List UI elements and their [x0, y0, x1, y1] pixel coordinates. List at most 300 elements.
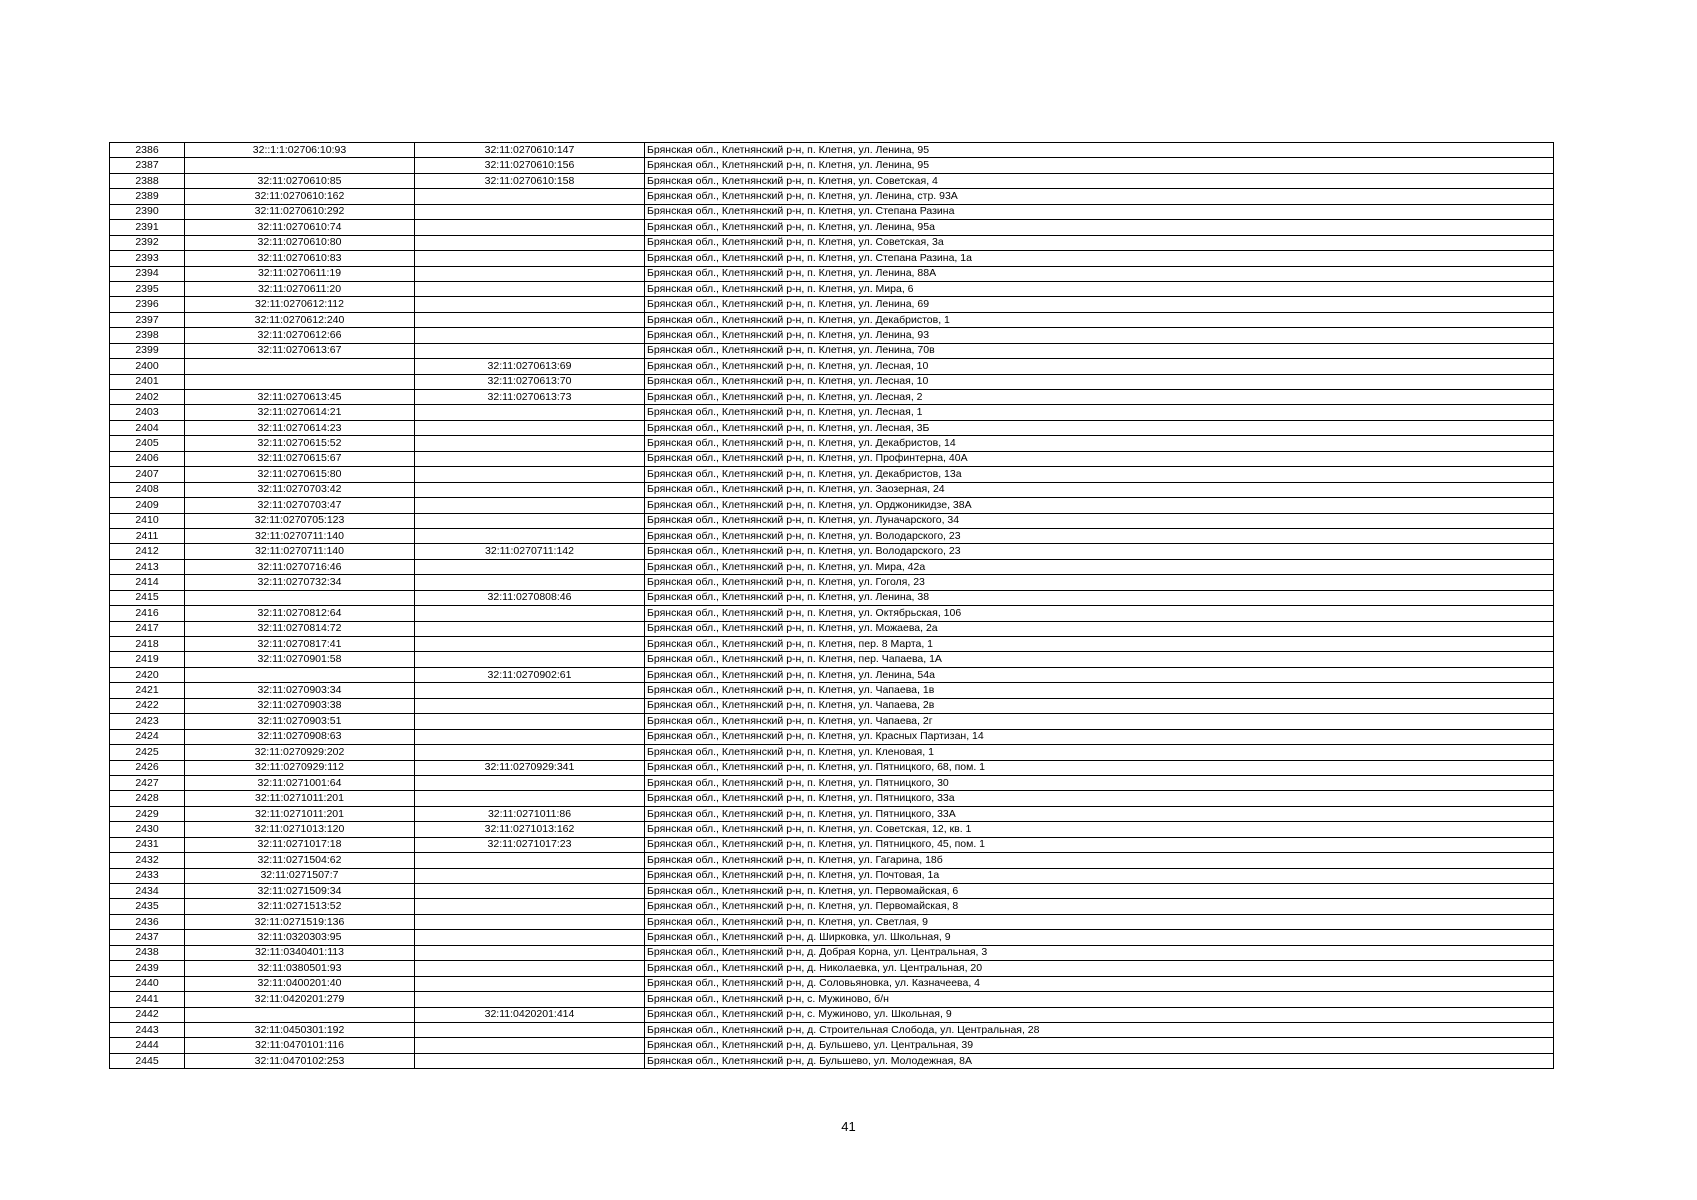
land-cadastral-number-cell: 32:11:0320303:95 — [185, 930, 415, 945]
row-number-cell: 2408 — [110, 482, 185, 497]
address-cell: Брянская обл., Клетнянский р-н, п. Клетня, ул. Декабристов, 13а — [645, 467, 1554, 482]
address-cell: Брянская обл., Клетнянский р-н, п. Клетня, ул. Первомайская, 8 — [645, 899, 1554, 914]
land-cadastral-number-cell: 32::1:1:02706:10:93 — [185, 143, 415, 158]
table-row — [110, 791, 1554, 806]
land-cadastral-number-cell: 32:11:0271519:136 — [185, 914, 415, 929]
row-number-cell: 2396 — [110, 297, 185, 312]
table-row — [110, 420, 1554, 435]
row-number-cell: 2425 — [110, 745, 185, 760]
building-cadastral-number-cell — [415, 559, 645, 574]
table-row — [110, 1038, 1554, 1053]
row-number-cell: 2423 — [110, 714, 185, 729]
land-cadastral-number-cell: 32:11:0271513:52 — [185, 899, 415, 914]
building-cadastral-number-cell — [415, 575, 645, 590]
row-number-cell: 2407 — [110, 467, 185, 482]
row-number-cell: 2438 — [110, 945, 185, 960]
building-cadastral-number-cell — [415, 745, 645, 760]
table-row — [110, 251, 1554, 266]
row-number-cell: 2386 — [110, 143, 185, 158]
address-cell: Брянская обл., Клетнянский р-н, д. Ширковка, ул. Школьная, 9 — [645, 930, 1554, 945]
land-cadastral-number-cell: 32:11:0270613:67 — [185, 343, 415, 358]
table-row — [110, 173, 1554, 188]
land-cadastral-number-cell: 32:11:0400201:40 — [185, 976, 415, 991]
land-cadastral-number-cell: 32:11:0270610:292 — [185, 204, 415, 219]
address-cell: Брянская обл., Клетнянский р-н, п. Клетня, ул. Лесная, 10 — [645, 359, 1554, 374]
address-cell: Брянская обл., Клетнянский р-н, п. Клетня, ул. Чапаева, 1в — [645, 683, 1554, 698]
land-cadastral-number-cell: 32:11:0270610:74 — [185, 220, 415, 235]
table-row — [110, 405, 1554, 420]
address-cell: Брянская обл., Клетнянский р-н, п. Клетня, ул. Степана Разина, 1а — [645, 251, 1554, 266]
land-cadastral-number-cell: 32:11:0271001:64 — [185, 775, 415, 790]
table-row — [110, 806, 1554, 821]
table-row — [110, 822, 1554, 837]
table-row — [110, 621, 1554, 636]
row-number-cell: 2431 — [110, 837, 185, 852]
address-cell: Брянская обл., Клетнянский р-н, п. Клетня, ул. Можаева, 2а — [645, 621, 1554, 636]
address-cell: Брянская обл., Клетнянский р-н, д. Бульшево, ул. Молодежная, 8А — [645, 1053, 1554, 1068]
table-row — [110, 328, 1554, 343]
address-cell: Брянская обл., Клетнянский р-н, п. Клетня, пер. Чапаева, 1А — [645, 652, 1554, 667]
land-cadastral-number-cell — [185, 359, 415, 374]
row-number-cell: 2442 — [110, 1007, 185, 1022]
address-cell: Брянская обл., Клетнянский р-н, п. Клетня, ул. Ленина, 95а — [645, 220, 1554, 235]
land-cadastral-number-cell: 32:11:0270705:123 — [185, 513, 415, 528]
address-cell: Брянская обл., Клетнянский р-н, д. Николаевка, ул. Центральная, 20 — [645, 961, 1554, 976]
table-row — [110, 1022, 1554, 1037]
table-row — [110, 343, 1554, 358]
address-cell: Брянская обл., Клетнянский р-н, д. Строительная Слобода, ул. Центральная, 28 — [645, 1022, 1554, 1037]
building-cadastral-number-cell: 32:11:0270613:69 — [415, 359, 645, 374]
building-cadastral-number-cell — [415, 652, 645, 667]
row-number-cell: 2443 — [110, 1022, 185, 1037]
table-row — [110, 837, 1554, 852]
address-cell: Брянская обл., Клетнянский р-н, п. Клетня, ул. Мира, 42а — [645, 559, 1554, 574]
land-cadastral-number-cell: 32:11:0270812:64 — [185, 606, 415, 621]
row-number-cell: 2429 — [110, 806, 185, 821]
row-number-cell: 2420 — [110, 667, 185, 682]
table-row — [110, 976, 1554, 991]
building-cadastral-number-cell — [415, 1038, 645, 1053]
table-row — [110, 637, 1554, 652]
building-cadastral-number-cell — [415, 343, 645, 358]
table-row — [110, 606, 1554, 621]
address-cell: Брянская обл., Клетнянский р-н, п. Клетня, ул. Светлая, 9 — [645, 914, 1554, 929]
row-number-cell: 2413 — [110, 559, 185, 574]
row-number-cell: 2398 — [110, 328, 185, 343]
table-row — [110, 204, 1554, 219]
land-cadastral-number-cell — [185, 374, 415, 389]
building-cadastral-number-cell — [415, 528, 645, 543]
building-cadastral-number-cell — [415, 451, 645, 466]
row-number-cell: 2412 — [110, 544, 185, 559]
row-number-cell: 2421 — [110, 683, 185, 698]
land-cadastral-number-cell: 32:11:0270903:38 — [185, 698, 415, 713]
row-number-cell: 2391 — [110, 220, 185, 235]
row-number-cell: 2424 — [110, 729, 185, 744]
table-row — [110, 714, 1554, 729]
table-row — [110, 359, 1554, 374]
building-cadastral-number-cell — [415, 297, 645, 312]
land-cadastral-number-cell: 32:11:0340401:113 — [185, 945, 415, 960]
row-number-cell: 2397 — [110, 312, 185, 327]
land-cadastral-number-cell: 32:11:0270613:45 — [185, 390, 415, 405]
address-cell: Брянская обл., Клетнянский р-н, п. Клетня, ул. Почтовая, 1а — [645, 868, 1554, 883]
land-cadastral-number-cell: 32:11:0270817:41 — [185, 637, 415, 652]
table-row — [110, 513, 1554, 528]
address-cell: Брянская обл., Клетнянский р-н, п. Клетня, ул. Ленина, стр. 93А — [645, 189, 1554, 204]
building-cadastral-number-cell — [415, 729, 645, 744]
table-row — [110, 281, 1554, 296]
address-cell: Брянская обл., Клетнянский р-н, п. Клетня, ул. Степана Разина — [645, 204, 1554, 219]
table-row — [110, 930, 1554, 945]
row-number-cell: 2437 — [110, 930, 185, 945]
address-cell: Брянская обл., Клетнянский р-н, п. Клетня, ул. Ленина, 38 — [645, 590, 1554, 605]
building-cadastral-number-cell: 32:11:0270711:142 — [415, 544, 645, 559]
address-cell: Брянская обл., Клетнянский р-н, п. Клетня, ул. Первомайская, 6 — [645, 884, 1554, 899]
table-row — [110, 544, 1554, 559]
building-cadastral-number-cell — [415, 204, 645, 219]
land-cadastral-number-cell: 32:11:0380501:93 — [185, 961, 415, 976]
building-cadastral-number-cell — [415, 868, 645, 883]
table-row — [110, 220, 1554, 235]
address-cell: Брянская обл., Клетнянский р-н, п. Клетня, ул. Ленина, 95 — [645, 158, 1554, 173]
row-number-cell: 2403 — [110, 405, 185, 420]
building-cadastral-number-cell — [415, 189, 645, 204]
row-number-cell: 2415 — [110, 590, 185, 605]
address-cell: Брянская обл., Клетнянский р-н, п. Клетня, ул. Пятницкого, 33а — [645, 791, 1554, 806]
row-number-cell: 2400 — [110, 359, 185, 374]
address-cell: Брянская обл., Клетнянский р-н, п. Клетня, ул. Советская, 3а — [645, 235, 1554, 250]
land-cadastral-number-cell: 32:11:0270612:240 — [185, 312, 415, 327]
building-cadastral-number-cell — [415, 698, 645, 713]
table-row — [110, 992, 1554, 1007]
building-cadastral-number-cell — [415, 1053, 645, 1068]
land-cadastral-number-cell: 32:11:0270903:34 — [185, 683, 415, 698]
building-cadastral-number-cell — [415, 621, 645, 636]
building-cadastral-number-cell — [415, 1022, 645, 1037]
row-number-cell: 2436 — [110, 914, 185, 929]
row-number-cell: 2410 — [110, 513, 185, 528]
page-number: 41 — [841, 1119, 856, 1134]
row-number-cell: 2440 — [110, 976, 185, 991]
building-cadastral-number-cell: 32:11:0270613:70 — [415, 374, 645, 389]
address-cell: Брянская обл., Клетнянский р-н, п. Клетня, пер. 8 Марта, 1 — [645, 637, 1554, 652]
address-cell: Брянская обл., Клетнянский р-н, п. Клетня, ул. Ленина, 54а — [645, 667, 1554, 682]
building-cadastral-number-cell — [415, 775, 645, 790]
land-cadastral-number-cell: 32:11:0270615:80 — [185, 467, 415, 482]
row-number-cell: 2411 — [110, 528, 185, 543]
building-cadastral-number-cell — [415, 884, 645, 899]
building-cadastral-number-cell: 32:11:0271013:162 — [415, 822, 645, 837]
table-row — [110, 374, 1554, 389]
table-row — [110, 467, 1554, 482]
building-cadastral-number-cell — [415, 683, 645, 698]
building-cadastral-number-cell — [415, 498, 645, 513]
row-number-cell: 2445 — [110, 1053, 185, 1068]
land-cadastral-number-cell: 32:11:0271013:120 — [185, 822, 415, 837]
table-row — [110, 158, 1554, 173]
table-row — [110, 884, 1554, 899]
address-cell: Брянская обл., Клетнянский р-н, п. Клетня, ул. Лесная, 2 — [645, 390, 1554, 405]
address-cell: Брянская обл., Клетнянский р-н, п. Клетня, ул. Профинтерна, 40А — [645, 451, 1554, 466]
building-cadastral-number-cell — [415, 251, 645, 266]
address-cell: Брянская обл., Клетнянский р-н, п. Клетня, ул. Пятницкого, 45, пом. 1 — [645, 837, 1554, 852]
row-number-cell: 2414 — [110, 575, 185, 590]
table-row — [110, 914, 1554, 929]
table-row — [110, 575, 1554, 590]
building-cadastral-number-cell — [415, 328, 645, 343]
land-cadastral-number-cell: 32:11:0270703:47 — [185, 498, 415, 513]
table-row — [110, 652, 1554, 667]
land-cadastral-number-cell: 32:11:0271017:18 — [185, 837, 415, 852]
land-cadastral-number-cell: 32:11:0271509:34 — [185, 884, 415, 899]
address-cell: Брянская обл., Клетнянский р-н, д. Добрая Корна, ул. Центральная, 3 — [645, 945, 1554, 960]
building-cadastral-number-cell — [415, 436, 645, 451]
table-row — [110, 1053, 1554, 1068]
land-cadastral-number-cell: 32:11:0450301:192 — [185, 1022, 415, 1037]
row-number-cell: 2439 — [110, 961, 185, 976]
building-cadastral-number-cell — [415, 420, 645, 435]
address-cell: Брянская обл., Клетнянский р-н, п. Клетня, ул. Октябрьская, 106 — [645, 606, 1554, 621]
row-number-cell: 2428 — [110, 791, 185, 806]
land-cadastral-number-cell: 32:11:0271504:62 — [185, 853, 415, 868]
land-cadastral-number-cell: 32:11:0270901:58 — [185, 652, 415, 667]
address-cell: Брянская обл., Клетнянский р-н, п. Клетня, ул. Пятницкого, 68, пом. 1 — [645, 760, 1554, 775]
land-cadastral-number-cell: 32:11:0270711:140 — [185, 544, 415, 559]
table-row — [110, 143, 1554, 158]
address-cell: Брянская обл., Клетнянский р-н, п. Клетня, ул. Луначарского, 34 — [645, 513, 1554, 528]
land-cadastral-number-cell: 32:11:0270612:112 — [185, 297, 415, 312]
land-cadastral-number-cell — [185, 158, 415, 173]
land-cadastral-number-cell: 32:11:0271507:7 — [185, 868, 415, 883]
building-cadastral-number-cell — [415, 220, 645, 235]
building-cadastral-number-cell — [415, 930, 645, 945]
building-cadastral-number-cell: 32:11:0270613:73 — [415, 390, 645, 405]
table-row — [110, 528, 1554, 543]
land-cadastral-number-cell: 32:11:0270908:63 — [185, 729, 415, 744]
land-cadastral-number-cell: 32:11:0270711:140 — [185, 528, 415, 543]
land-cadastral-number-cell — [185, 1007, 415, 1022]
row-number-cell: 2444 — [110, 1038, 185, 1053]
land-cadastral-number-cell — [185, 590, 415, 605]
building-cadastral-number-cell: 32:11:0270610:147 — [415, 143, 645, 158]
row-number-cell: 2390 — [110, 204, 185, 219]
row-number-cell: 2419 — [110, 652, 185, 667]
building-cadastral-number-cell — [415, 513, 645, 528]
land-cadastral-number-cell: 32:11:0270614:23 — [185, 420, 415, 435]
building-cadastral-number-cell — [415, 899, 645, 914]
building-cadastral-number-cell: 32:11:0270902:61 — [415, 667, 645, 682]
row-number-cell: 2434 — [110, 884, 185, 899]
table-row — [110, 451, 1554, 466]
land-cadastral-number-cell: 32:11:0271011:201 — [185, 806, 415, 821]
row-number-cell: 2441 — [110, 992, 185, 1007]
row-number-cell: 2426 — [110, 760, 185, 775]
land-cadastral-number-cell: 32:11:0270716:46 — [185, 559, 415, 574]
address-cell: Брянская обл., Клетнянский р-н, п. Клетня, ул. Лесная, 1 — [645, 405, 1554, 420]
address-cell: Брянская обл., Клетнянский р-н, п. Клетня, ул. Красных Партизан, 14 — [645, 729, 1554, 744]
table-row — [110, 235, 1554, 250]
row-number-cell: 2392 — [110, 235, 185, 250]
land-cadastral-number-cell: 32:11:0270614:21 — [185, 405, 415, 420]
address-cell: Брянская обл., Клетнянский р-н, п. Клетня, ул. Пятницкого, 33А — [645, 806, 1554, 821]
building-cadastral-number-cell: 32:11:0271011:86 — [415, 806, 645, 821]
table-row — [110, 482, 1554, 497]
building-cadastral-number-cell — [415, 266, 645, 281]
table-row — [110, 729, 1554, 744]
address-cell: Брянская обл., Клетнянский р-н, п. Клетня, ул. Ленина, 95 — [645, 143, 1554, 158]
row-number-cell: 2402 — [110, 390, 185, 405]
building-cadastral-number-cell: 32:11:0270929:341 — [415, 760, 645, 775]
row-number-cell: 2409 — [110, 498, 185, 513]
land-cadastral-number-cell — [185, 667, 415, 682]
row-number-cell: 2406 — [110, 451, 185, 466]
land-cadastral-number-cell: 32:11:0271011:201 — [185, 791, 415, 806]
row-number-cell: 2432 — [110, 853, 185, 868]
address-cell: Брянская обл., Клетнянский р-н, п. Клетня, ул. Орджоникидзе, 38А — [645, 498, 1554, 513]
address-cell: Брянская обл., Клетнянский р-н, п. Клетня, ул. Лесная, 10 — [645, 374, 1554, 389]
address-cell: Брянская обл., Клетнянский р-н, п. Клетня, ул. Ленина, 88А — [645, 266, 1554, 281]
row-number-cell: 2399 — [110, 343, 185, 358]
table-row — [110, 775, 1554, 790]
table-row — [110, 683, 1554, 698]
table-row — [110, 590, 1554, 605]
table-row — [110, 945, 1554, 960]
address-cell: Брянская обл., Клетнянский р-н, д. Бульшево, ул. Центральная, 39 — [645, 1038, 1554, 1053]
row-number-cell: 2387 — [110, 158, 185, 173]
building-cadastral-number-cell — [415, 235, 645, 250]
table-row — [110, 297, 1554, 312]
building-cadastral-number-cell — [415, 405, 645, 420]
land-cadastral-number-cell: 32:11:0270611:20 — [185, 281, 415, 296]
table-row — [110, 266, 1554, 281]
table-row — [110, 745, 1554, 760]
address-cell: Брянская обл., Клетнянский р-н, п. Клетня, ул. Пятницкого, 30 — [645, 775, 1554, 790]
address-cell: Брянская обл., Клетнянский р-н, п. Клетня, ул. Кленовая, 1 — [645, 745, 1554, 760]
row-number-cell: 2422 — [110, 698, 185, 713]
row-number-cell: 2388 — [110, 173, 185, 188]
address-cell: Брянская обл., Клетнянский р-н, п. Клетня, ул. Декабристов, 14 — [645, 436, 1554, 451]
row-number-cell: 2401 — [110, 374, 185, 389]
table-row — [110, 868, 1554, 883]
address-cell: Брянская обл., Клетнянский р-н, п. Клетня, ул. Советская, 12, кв. 1 — [645, 822, 1554, 837]
land-cadastral-number-cell: 32:11:0270610:162 — [185, 189, 415, 204]
row-number-cell: 2393 — [110, 251, 185, 266]
building-cadastral-number-cell — [415, 482, 645, 497]
land-cadastral-number-cell: 32:11:0270732:34 — [185, 575, 415, 590]
row-number-cell: 2405 — [110, 436, 185, 451]
address-cell: Брянская обл., Клетнянский р-н, п. Клетня, ул. Лесная, 3Б — [645, 420, 1554, 435]
building-cadastral-number-cell — [415, 606, 645, 621]
building-cadastral-number-cell — [415, 945, 645, 960]
row-number-cell: 2416 — [110, 606, 185, 621]
row-number-cell: 2418 — [110, 637, 185, 652]
building-cadastral-number-cell: 32:11:0270610:156 — [415, 158, 645, 173]
address-cell: Брянская обл., Клетнянский р-н, п. Клетня, ул. Чапаева, 2в — [645, 698, 1554, 713]
address-cell: Брянская обл., Клетнянский р-н, п. Клетня, ул. Ленина, 69 — [645, 297, 1554, 312]
address-cell: Брянская обл., Клетнянский р-н, п. Клетня, ул. Чапаева, 2г — [645, 714, 1554, 729]
building-cadastral-number-cell — [415, 791, 645, 806]
land-cadastral-number-cell: 32:11:0270612:66 — [185, 328, 415, 343]
registry-table — [109, 142, 1554, 1069]
building-cadastral-number-cell — [415, 992, 645, 1007]
building-cadastral-number-cell — [415, 467, 645, 482]
land-cadastral-number-cell: 32:11:0270929:202 — [185, 745, 415, 760]
table-row — [110, 667, 1554, 682]
table-row — [110, 1007, 1554, 1022]
address-cell: Брянская обл., Клетнянский р-н, п. Клетня, ул. Мира, 6 — [645, 281, 1554, 296]
building-cadastral-number-cell — [415, 961, 645, 976]
table-row — [110, 559, 1554, 574]
land-cadastral-number-cell: 32:11:0270703:42 — [185, 482, 415, 497]
table-row — [110, 899, 1554, 914]
building-cadastral-number-cell: 32:11:0271017:23 — [415, 837, 645, 852]
land-cadastral-number-cell: 32:11:0270903:51 — [185, 714, 415, 729]
address-cell: Брянская обл., Клетнянский р-н, п. Клетня, ул. Володарского, 23 — [645, 544, 1554, 559]
address-cell: Брянская обл., Клетнянский р-н, с. Мужиново, б/н — [645, 992, 1554, 1007]
row-number-cell: 2427 — [110, 775, 185, 790]
land-cadastral-number-cell: 32:11:0270929:112 — [185, 760, 415, 775]
building-cadastral-number-cell — [415, 281, 645, 296]
building-cadastral-number-cell — [415, 312, 645, 327]
row-number-cell: 2435 — [110, 899, 185, 914]
building-cadastral-number-cell — [415, 853, 645, 868]
table-row — [110, 390, 1554, 405]
row-number-cell: 2433 — [110, 868, 185, 883]
table-row — [110, 760, 1554, 775]
address-cell: Брянская обл., Клетнянский р-н, п. Клетня, ул. Ленина, 93 — [645, 328, 1554, 343]
building-cadastral-number-cell — [415, 976, 645, 991]
land-cadastral-number-cell: 32:11:0270611:19 — [185, 266, 415, 281]
row-number-cell: 2417 — [110, 621, 185, 636]
row-number-cell: 2395 — [110, 281, 185, 296]
land-cadastral-number-cell: 32:11:0270615:67 — [185, 451, 415, 466]
land-cadastral-number-cell: 32:11:0270610:83 — [185, 251, 415, 266]
address-cell: Брянская обл., Клетнянский р-н, п. Клетня, ул. Володарского, 23 — [645, 528, 1554, 543]
land-cadastral-number-cell: 32:11:0270615:52 — [185, 436, 415, 451]
table-row — [110, 189, 1554, 204]
address-cell: Брянская обл., Клетнянский р-н, п. Клетня, ул. Ленина, 70в — [645, 343, 1554, 358]
building-cadastral-number-cell — [415, 637, 645, 652]
row-number-cell: 2394 — [110, 266, 185, 281]
table-row — [110, 853, 1554, 868]
table-row — [110, 498, 1554, 513]
land-cadastral-number-cell: 32:11:0270814:72 — [185, 621, 415, 636]
address-cell: Брянская обл., Клетнянский р-н, п. Клетня, ул. Декабристов, 1 — [645, 312, 1554, 327]
table-row — [110, 436, 1554, 451]
row-number-cell: 2430 — [110, 822, 185, 837]
address-cell: Брянская обл., Клетнянский р-н, п. Клетня, ул. Советская, 4 — [645, 173, 1554, 188]
row-number-cell: 2404 — [110, 420, 185, 435]
building-cadastral-number-cell — [415, 714, 645, 729]
table-row — [110, 698, 1554, 713]
row-number-cell: 2389 — [110, 189, 185, 204]
building-cadastral-number-cell: 32:11:0420201:414 — [415, 1007, 645, 1022]
building-cadastral-number-cell: 32:11:0270610:158 — [415, 173, 645, 188]
registry-table-body — [110, 143, 1554, 1069]
land-cadastral-number-cell: 32:11:0270610:80 — [185, 235, 415, 250]
table-row — [110, 312, 1554, 327]
building-cadastral-number-cell: 32:11:0270808:46 — [415, 590, 645, 605]
address-cell: Брянская обл., Клетнянский р-н, п. Клетня, ул. Гоголя, 23 — [645, 575, 1554, 590]
building-cadastral-number-cell — [415, 914, 645, 929]
land-cadastral-number-cell: 32:11:0470101:116 — [185, 1038, 415, 1053]
address-cell: Брянская обл., Клетнянский р-н, п. Клетня, ул. Гагарина, 18б — [645, 853, 1554, 868]
address-cell: Брянская обл., Клетнянский р-н, п. Клетня, ул. Заозерная, 24 — [645, 482, 1554, 497]
land-cadastral-number-cell: 32:11:0470102:253 — [185, 1053, 415, 1068]
land-cadastral-number-cell: 32:11:0270610:85 — [185, 173, 415, 188]
address-cell: Брянская обл., Клетнянский р-н, д. Соловьяновка, ул. Казначеева, 4 — [645, 976, 1554, 991]
